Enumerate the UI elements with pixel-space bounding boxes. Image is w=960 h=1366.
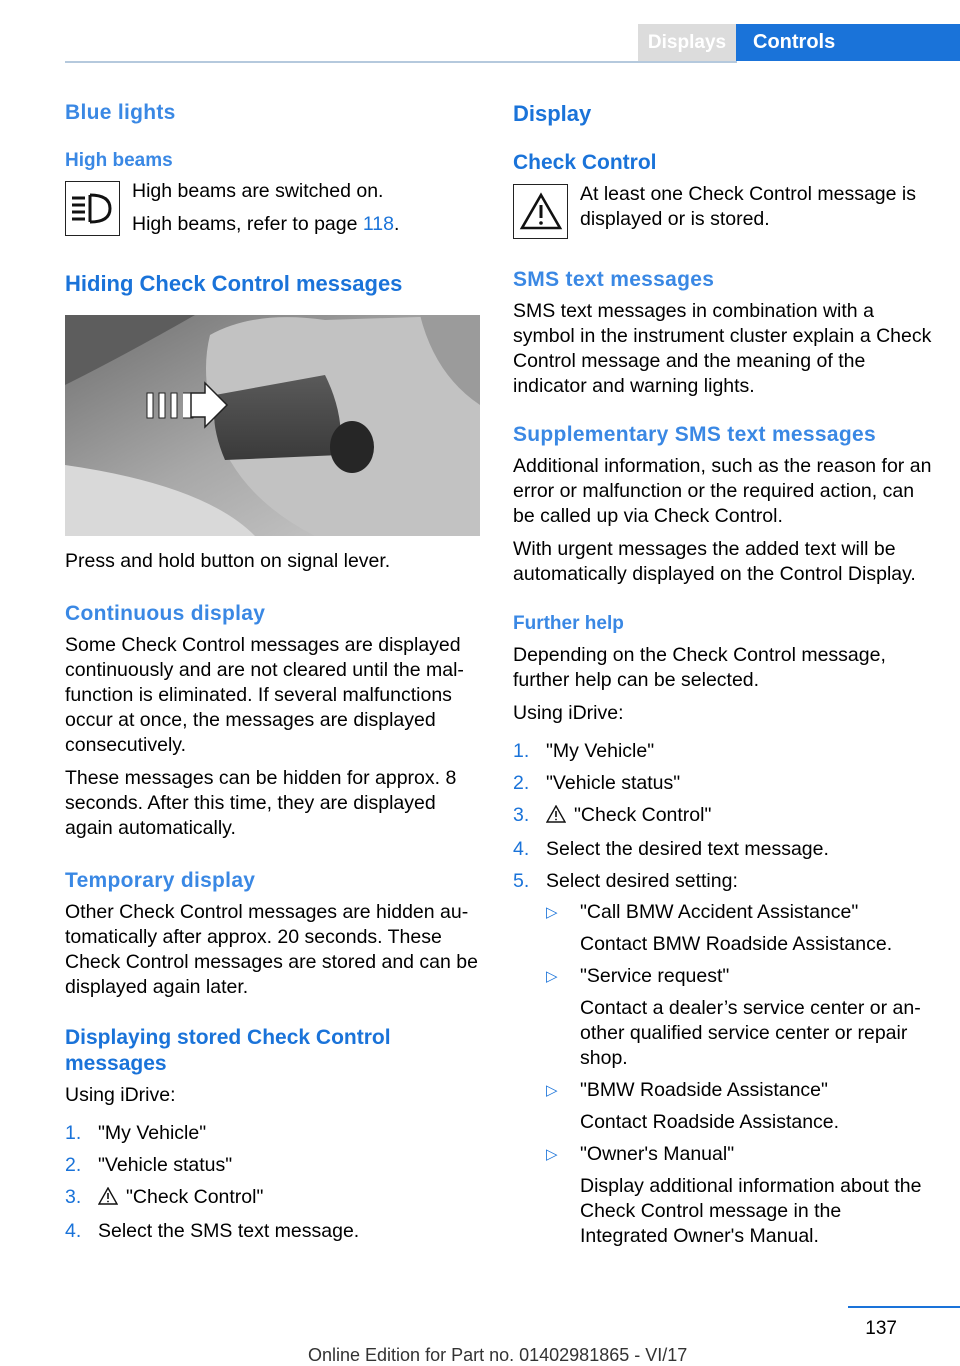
stored-messages-heading: Displaying stored Check Control messages [65,1026,391,1075]
list-item[interactable] [513,803,933,830]
sub-list-item[interactable] [546,900,933,957]
triangle-bullet-icon: ▷ [546,968,558,985]
warning-triangle-icon [546,805,566,830]
footer-rule [848,1306,960,1308]
high-beams-on-text: High beams are switched on. [132,180,384,202]
step-number: 2. [65,1154,82,1176]
right-column [513,100,933,1263]
stored-steps-list [65,1121,480,1244]
high-beams-ref-prefix: High beams, refer to page [132,213,363,235]
sub-list-item[interactable] [546,1078,933,1135]
check-control-block [513,184,933,239]
further-help-steps [513,739,933,1256]
edition-footer: Online Edition for Part no. 01402981865 - VI/17 [308,1345,688,1365]
continuous-paragraph-2: These messages can be hidden for approx. 8 seconds. After this time, they are displayed again automatically. [65,767,457,839]
list-item[interactable] [513,739,933,764]
sub-list-item[interactable] [546,1142,933,1249]
photo-caption: Press and hold button on signal lever. [65,550,391,572]
temporary-paragraph: Other Check Control messages are hidden au-tomatically after approx. 20 seconds. These Check Control messages are stored and can be displayed again later. [65,901,478,998]
list-item[interactable] [65,1219,480,1244]
check-control-heading: Check Control [513,151,657,174]
continuous-paragraph-1: Some Check Control messages are displayed continuously and are not cleared until the mal-function is eliminated. If several malfunctions occur at once, the messages are displayed consecutively. [65,634,464,756]
continuous-display-heading: Continuous display [65,602,266,625]
high-beams-block [65,181,480,237]
step-number: 1. [65,1122,82,1144]
high-beam-headlight-icon [65,181,120,236]
tab-controls[interactable]: Controls [736,24,960,61]
step-number: 5. [513,870,530,892]
triangle-bullet-icon: ▷ [546,904,558,921]
step-number: 4. [65,1220,82,1242]
triangle-bullet-icon: ▷ [546,1146,558,1163]
sms-paragraph: SMS text messages in combination with a symbol in the instrument cluster explain a Check Control message and the meaning of the indicator and warning lights. [513,300,932,397]
signal-lever-photo [65,315,480,536]
list-item[interactable] [513,869,933,1256]
page-118-link[interactable]: 118 [362,213,394,235]
sub-item-description: Contact Roadside Assistance. [580,1111,840,1133]
step-number: 4. [513,838,530,860]
sub-item-description: Display additional information about the Check Control message in the Integrated Owner's Manual. [580,1175,922,1247]
sub-list-item[interactable] [546,964,933,1071]
list-item[interactable] [65,1153,480,1178]
further-help-paragraph: Depending on the Check Control message, further help can be selected. [513,644,886,691]
check-control-text: At least one Check Control message is displayed or is stored. [580,183,916,230]
warning-triangle-icon [98,1187,118,1212]
tab-displays[interactable]: Displays [638,24,736,61]
step-text: "Vehicle status" [98,1154,233,1176]
supplementary-sms-heading: Supplementary SMS text messages [513,423,876,446]
step-text: "Check Control" [574,804,712,826]
sub-item-description: Contact BMW Roadside Assistance. [580,933,893,955]
stored-intro: Using iDrive: [65,1084,176,1106]
high-beams-heading: High beams [65,150,173,171]
display-heading: Display [513,101,592,126]
step-number: 2. [513,772,530,794]
step-text: "Vehicle status" [546,772,681,794]
high-beams-reference [132,212,399,237]
sub-item-label: "BMW Roadside Assistance" [580,1079,828,1101]
page-number: 137 [865,1318,897,1339]
blue-lights-heading: Blue lights [65,101,176,124]
sub-item-label: "Call BMW Accident Assistance" [580,901,859,923]
temporary-display-heading: Temporary display [65,869,256,892]
sub-item-label: "Service request" [580,965,730,987]
step-text: Select the SMS text message. [98,1220,360,1242]
left-column [65,100,480,1251]
list-item[interactable] [513,771,933,796]
step-number: 3. [513,804,530,826]
triangle-bullet-icon: ▷ [546,1082,558,1099]
list-item[interactable] [513,837,933,862]
supplementary-paragraph-2: With urgent messages the added text will be automatically displayed on the Control Display. [513,538,916,585]
step-number: 3. [65,1186,82,1208]
further-help-heading: Further help [513,613,624,634]
sub-item-description: Contact a dealer’s service center or an-other qualified service center or repair shop. [580,997,921,1069]
step-text: "Check Control" [126,1186,264,1208]
step-text: "My Vehicle" [98,1122,207,1144]
further-help-intro: Using iDrive: [513,702,624,724]
hiding-heading: Hiding Check Control messages [65,271,403,296]
sub-item-label: "Owner's Manual" [580,1143,735,1165]
header-tabs [638,24,960,61]
settings-sublist [546,900,933,1256]
high-beams-ref-suffix: . [393,213,400,235]
supplementary-paragraph-1: Additional information, such as the reason for an error or malfunction or the required action, can be called up via Check Control. [513,455,932,527]
sms-heading: SMS text messages [513,268,715,291]
step-text: Select the desired text message. [546,838,829,860]
step-text: Select desired setting: [546,870,738,892]
step-number: 1. [513,740,530,762]
list-item[interactable] [65,1121,480,1146]
warning-triangle-icon [513,184,568,239]
header-rule [65,61,737,63]
step-text: "My Vehicle" [546,740,655,762]
list-item[interactable] [65,1185,480,1212]
